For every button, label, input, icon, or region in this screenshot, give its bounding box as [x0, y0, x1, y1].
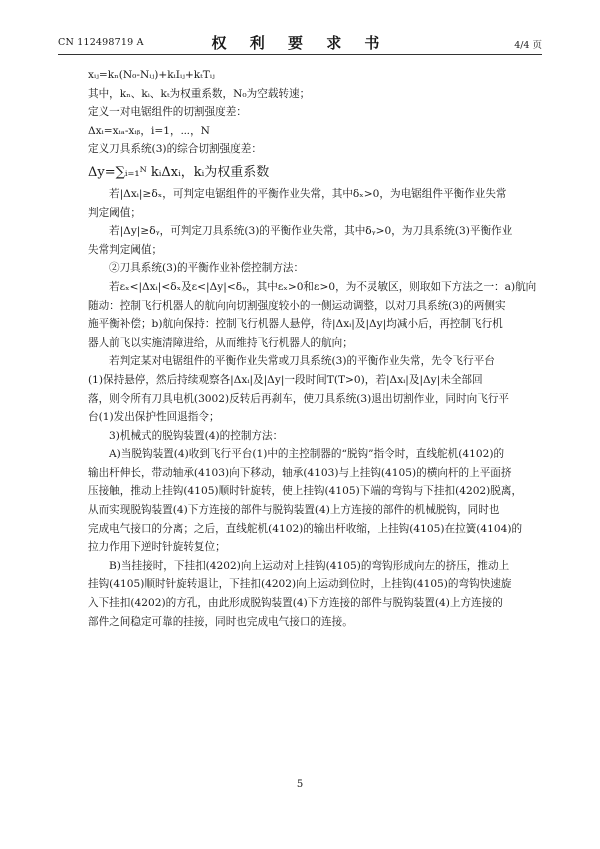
text-line: 若|Δxᵢ|≥δₓ，可判定电锯组件的平衡作业失常，其中δₓ>0，为电锯组件平衡作业失常 — [109, 187, 507, 200]
text-line: 失常判定阈值； — [88, 243, 163, 256]
text-line: 入下挂扣(4202)的方孔，由此形成脱钩装置(4)下方连接的部件与脱钩装置(4)上方连接的 — [88, 597, 503, 610]
text-line: 台(1)发出保护性回退指令； — [88, 411, 220, 424]
text-line: 压接触，推动上挂钩(4105)顺时针旋转，使上挂钩(4105)下端的弯钩与下挂扣(4202)脱离， — [88, 485, 523, 498]
formula-line: Δy=∑ᵢ₌₁ᴺ kᵢΔxᵢ，kᵢ为权重系数 — [88, 164, 270, 180]
claims-body — [88, 66, 538, 631]
text-line: 完成电气接口的分离；之后，直线舵机(4102)的输出杆收缩，上挂钩(4105)在拉簧(4104)的 — [88, 522, 523, 535]
text-line: 施平衡补偿；b)航向保持：控制飞行机器人悬停，待|Δxᵢ|及|Δy|均减小后，再控制飞行机 — [88, 318, 503, 331]
text-line: (1)保持悬停，然后持续观察各|Δxᵢ|及|Δy|一段时间T(T>0)，若|Δxᵢ|及|Δy|未全部回 — [88, 373, 483, 386]
header-divider — [58, 54, 542, 55]
text-line: 输出杆伸长，带动轴承(4103)向下移动，轴承(4103)与上挂钩(4105)的横向杆的上平面挤 — [88, 466, 512, 479]
text-line: A)当脱钩装置(4)收到飞行平台(1)中的主控制器的“脱钩”指令时，直线舵机(4102)的 — [109, 448, 505, 461]
text-line: 其中，kₙ、kᵢ、kₜ为权重系数，N₀为空载转速； — [88, 87, 311, 100]
text-line: 若判定某对电锯组件的平衡作业失常或刀具系统(3)的平衡作业失常，先令飞行平台 — [109, 355, 495, 368]
page-number: 5 — [296, 779, 304, 790]
text-line: 落，则令所有刀具电机(3002)反转后再刹车，使刀具系统(3)退出切割作业，同时向飞行平 — [88, 392, 510, 405]
text-line: B)当挂接时，下挂扣(4202)向上运动对上挂钩(4105)的弯钩形成向左的挤压，推动上 — [109, 559, 510, 572]
text-line: 挂钩(4105)顺时针旋转退让，下挂扣(4202)向上运动到位时，上挂钩(4105)的弯钩快速旋 — [88, 578, 512, 591]
text-line: 定义刀具系统(3)的综合切割强度差： — [88, 143, 262, 156]
text-line: 3)机械式的脱钩装置(4)的控制方法： — [109, 429, 284, 442]
text-line: 器人前飞以实施清障进给，从而维持飞行机器人的航向； — [88, 336, 353, 349]
text-line: 若|Δy|≥δᵧ，可判定刀具系统(3)的平衡作业失常，其中δᵧ>0，为刀具系统(3)平衡作业 — [109, 225, 513, 238]
page-info: 4/4 页 — [514, 40, 542, 51]
text-line: 拉力作用下逆时针旋转复位； — [88, 541, 226, 554]
formula-line: Δxᵢ=xᵢₐ-xᵢᵦ，i=1，⋯，N — [88, 124, 210, 137]
text-line: 若εₓ<|Δxᵢ|<δₓ及ε<|Δy|<δᵧ，其中εₓ>0和ε>0，为不灵敏区，则取如下方法之一：a)航向 — [109, 280, 537, 293]
text-line: 随动：控制飞行机器人的航向向切割强度较小的一侧运动调整，以对刀具系统(3)的两侧实 — [88, 299, 506, 312]
text-line: 部件之间稳定可靠的挂接，同时也完成电气接口的连接。 — [88, 615, 353, 628]
text-line: 定义一对电锯组件的切割强度差： — [88, 106, 247, 119]
doc-number: CN 112498719 A — [58, 37, 144, 48]
page-title: 权 利 要 求 书 — [211, 34, 389, 52]
text-line: ②刀具系统(3)的平衡作业补偿控制方法： — [109, 262, 305, 275]
text-line: 判定阈值； — [88, 206, 141, 219]
text-line: 从而实现脱钩装置(4)下方连接的部件与脱钩装置(4)上方连接的部件的机械脱钩，同时也 — [88, 504, 500, 517]
formula-line: xᵢⱼ=kₙ(N₀-Nᵢⱼ)+kᵢIᵢⱼ+kₜTᵢⱼ — [88, 69, 215, 81]
